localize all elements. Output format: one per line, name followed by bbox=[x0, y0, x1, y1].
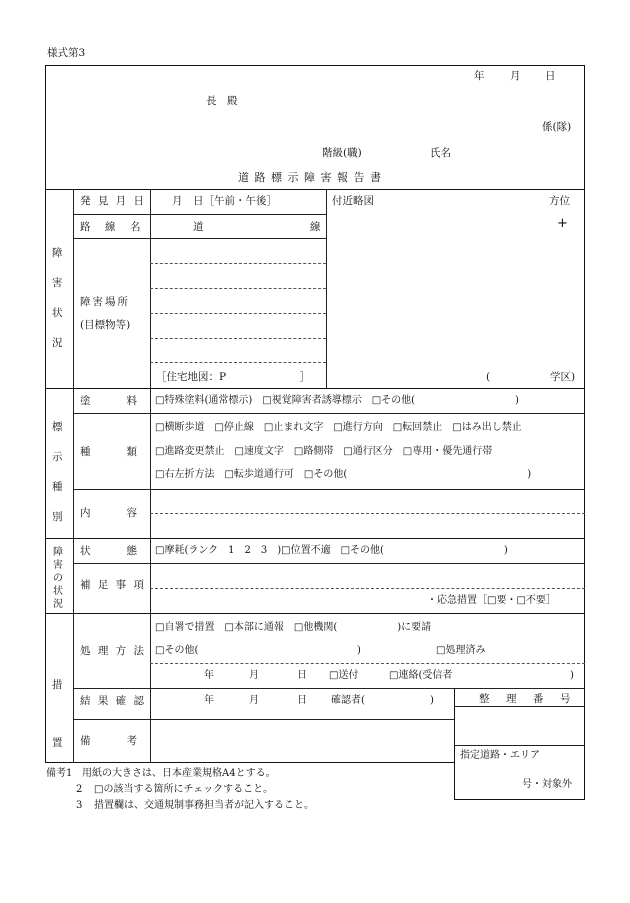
note-3-label: 3 bbox=[76, 800, 83, 811]
route-label: 路 線 名 bbox=[80, 221, 143, 233]
row-line-state bbox=[73, 563, 585, 564]
section4-top-border bbox=[45, 613, 585, 614]
section4-label-text: 措置 bbox=[52, 679, 63, 749]
col-line-c bbox=[326, 189, 327, 389]
method-contact: □連絡(受信者 bbox=[389, 670, 453, 681]
location-label: 障害場所 bbox=[80, 296, 130, 308]
row-line-paint bbox=[73, 413, 585, 414]
supp-label: 補 足 事 項 bbox=[80, 579, 147, 591]
content-label: 内 容 bbox=[80, 507, 142, 519]
type-options-3: □右左折方法 □転歩道通行可 □その他( ) bbox=[155, 469, 532, 480]
location-line-2 bbox=[150, 288, 326, 289]
method-year: 年 bbox=[204, 670, 214, 681]
type-options-1: □横断歩道 □停止線 □止まれ文字 □進行方向 □転回禁止 □はみ出し禁止 bbox=[155, 422, 522, 433]
note-2: □の該当する箇所にチェックすること。 bbox=[94, 784, 274, 795]
frame-top bbox=[45, 65, 585, 66]
state-options: □摩耗(ランク 1 2 3 )□位置不適 □その他( ) bbox=[155, 545, 508, 556]
header-year: 年 bbox=[474, 70, 485, 82]
discovery-label: 発 見 月 日 bbox=[80, 195, 147, 207]
refbox-bottom bbox=[454, 799, 585, 800]
compass-icon: + bbox=[557, 216, 568, 231]
header-day: 日 bbox=[545, 70, 556, 82]
refbox-left bbox=[454, 688, 455, 800]
method-options-1: □自署で措置 □本部に通報 □他機関( )に要請 bbox=[155, 622, 432, 633]
paint-options: □特殊塗料(通常標示) □視覚障害者誘導標示 □その他( ) bbox=[155, 395, 519, 406]
note-1: 用紙の大きさは、日本産業規格A4とする。 bbox=[82, 768, 276, 779]
section2-top-border bbox=[45, 388, 585, 389]
direction-label: 方位 bbox=[549, 195, 570, 207]
ref-number-label: 整 理 番 号 bbox=[479, 693, 574, 705]
confirmer-label: 確認者( bbox=[331, 695, 365, 706]
frame-left bbox=[45, 65, 46, 763]
content-line bbox=[150, 513, 585, 514]
sketch-label: 付近略図 bbox=[332, 195, 374, 207]
location-line-5 bbox=[150, 362, 326, 363]
location-line-3 bbox=[150, 313, 326, 314]
refbox-line-1 bbox=[454, 706, 585, 707]
section4-label bbox=[52, 656, 64, 772]
district-open: ( bbox=[486, 371, 491, 383]
col-line-a bbox=[73, 189, 74, 762]
route-line: 線 bbox=[310, 221, 321, 233]
method-options-2: □その他( bbox=[155, 645, 199, 656]
result-label: 結 果 確 認 bbox=[80, 695, 147, 707]
route-road: 道 bbox=[193, 221, 204, 233]
row-line-result bbox=[73, 719, 455, 720]
area-value: 号・対象外 bbox=[522, 779, 572, 790]
method-day: 日 bbox=[297, 670, 307, 681]
supp-line bbox=[150, 588, 585, 589]
state-label: 状 態 bbox=[80, 545, 142, 557]
type-options-2: □進路変更禁止 □速度文字 □路側帯 □通行区分 □専用・優先通行帯 bbox=[155, 446, 493, 457]
section-unit: 係(隊) bbox=[542, 121, 572, 133]
discovery-value: 月 日［午前・午後］ bbox=[172, 195, 277, 207]
method-send: □送付 bbox=[329, 670, 359, 681]
result-year: 年 bbox=[204, 695, 214, 706]
section2-label: 標示種別 bbox=[52, 421, 63, 523]
col-line-b bbox=[150, 189, 151, 762]
confirmer-close: ) bbox=[430, 695, 434, 706]
row-line-2 bbox=[73, 238, 326, 239]
note-1-label: 備考1 bbox=[46, 768, 73, 779]
location-line-1 bbox=[150, 263, 326, 264]
frame-bottom bbox=[45, 762, 455, 763]
row-line-method bbox=[73, 688, 585, 689]
emergency-measure: ・応急措置［□要・□不要］ bbox=[427, 595, 556, 606]
method-contact-close: ) bbox=[570, 670, 574, 681]
location-line-4 bbox=[150, 338, 326, 339]
area-label: 指定道路・エリア bbox=[460, 750, 540, 761]
header-month: 月 bbox=[510, 70, 521, 82]
row-line-1 bbox=[73, 214, 326, 215]
rank-label: 階級(職) bbox=[322, 147, 362, 159]
map-reference: ［住宅地図：P ］ bbox=[156, 371, 311, 383]
result-month: 月 bbox=[249, 695, 259, 706]
addressee: 長 殿 bbox=[206, 95, 238, 107]
form-title: 道 路 標 示 障 害 報 告 書 bbox=[238, 171, 382, 184]
name-label: 氏名 bbox=[430, 147, 451, 159]
paint-label: 塗 料 bbox=[80, 395, 142, 407]
section1-top-border bbox=[45, 189, 585, 190]
result-day: 日 bbox=[297, 695, 307, 706]
method-done: □処理済み bbox=[436, 645, 486, 656]
section3-top-border bbox=[45, 538, 585, 539]
method-label: 処 理 方 法 bbox=[80, 645, 147, 657]
method-options-2-close: ) bbox=[357, 645, 361, 656]
refbox-line-2 bbox=[454, 745, 585, 746]
section3-label: 障害の状況 bbox=[53, 547, 63, 610]
refbox-right bbox=[584, 688, 585, 800]
district-label: 学区) bbox=[550, 371, 576, 383]
note-2-label: 2 bbox=[76, 784, 83, 795]
frame-right bbox=[584, 65, 585, 688]
location-sub: (目標物等) bbox=[80, 319, 131, 331]
section1-label: 障害状況 bbox=[52, 247, 63, 349]
type-label: 種 類 bbox=[80, 446, 142, 458]
note-3: 措置欄は、交通規制事務担当者が記入すること。 bbox=[94, 800, 314, 811]
row-line-type bbox=[73, 489, 585, 490]
form-label: 様式第3 bbox=[47, 47, 86, 59]
remarks-label: 備 考 bbox=[80, 735, 142, 747]
method-month: 月 bbox=[249, 670, 259, 681]
method-line bbox=[150, 663, 585, 664]
